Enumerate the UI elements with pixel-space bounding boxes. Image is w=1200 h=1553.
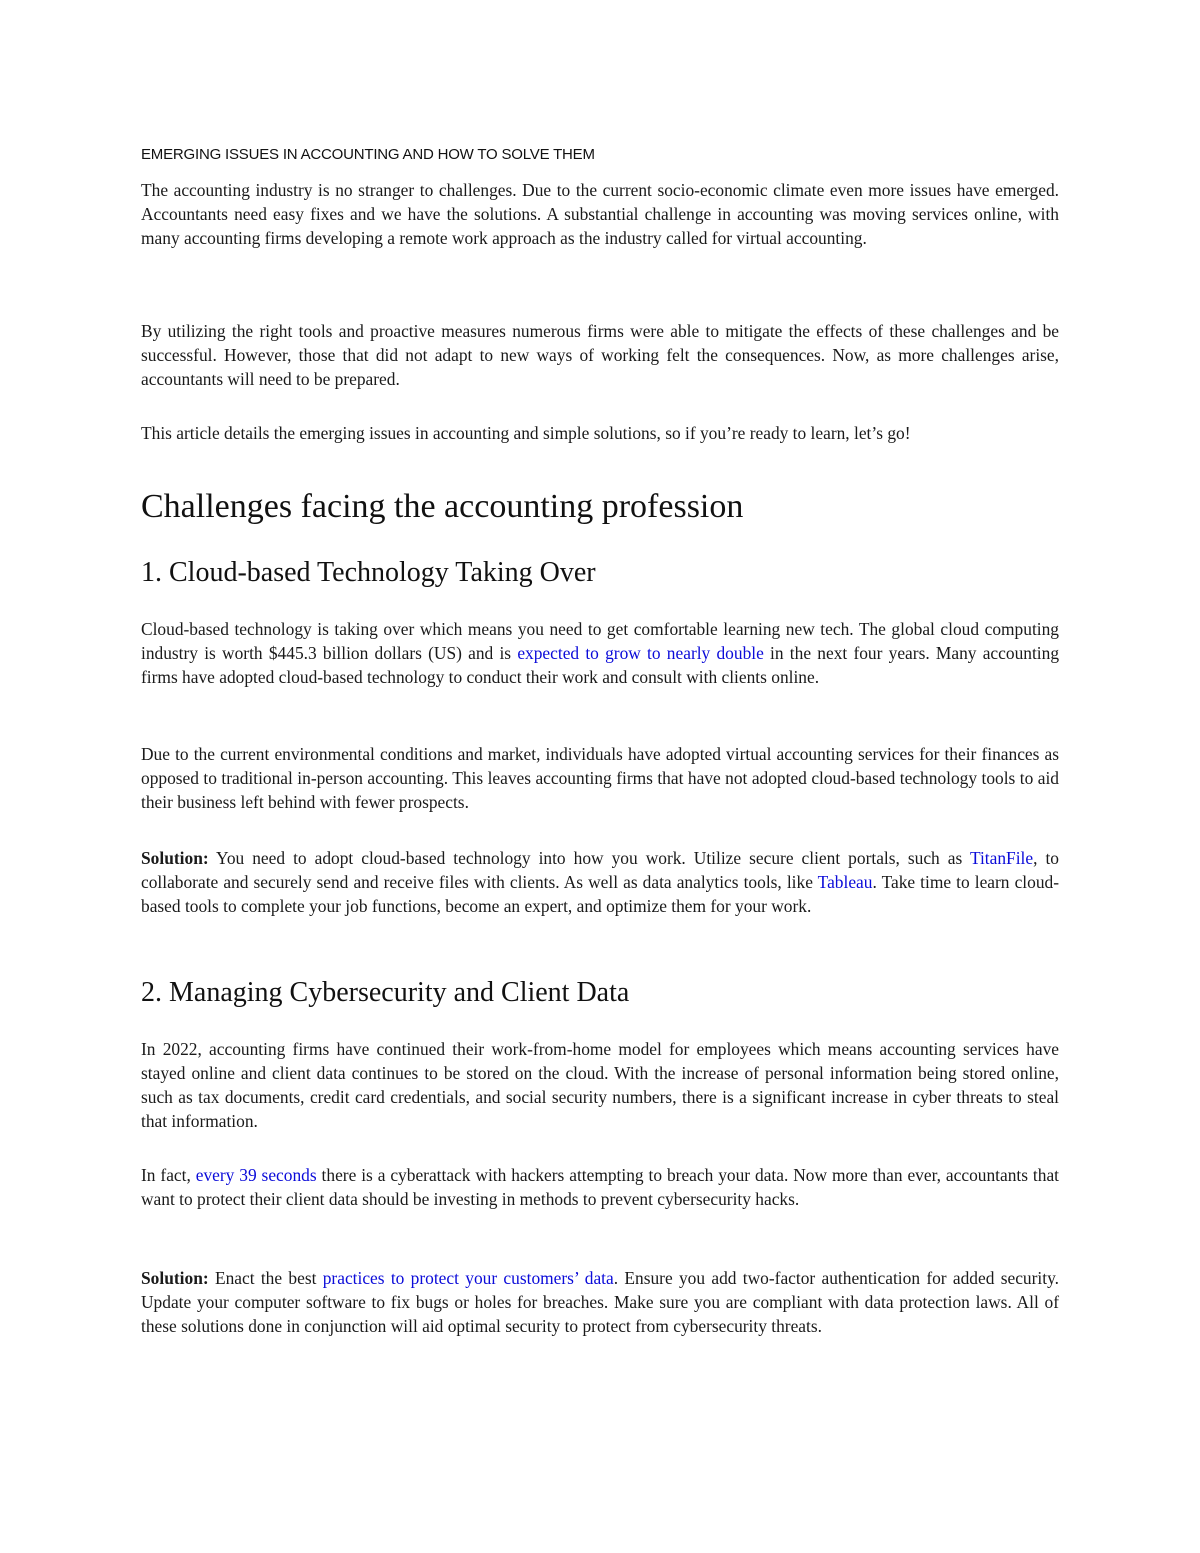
section-1-heading: 1. Cloud-based Technology Taking Over (141, 557, 596, 588)
intro-paragraph-3: This article details the emerging issues in accounting and simple solutions, so if you’re ready to learn, let’s go! (141, 423, 911, 443)
text-run: Cloud-based technology is taking over which means you need to get comfortable learning new tech. The global cloud computing industry is worth $445.3 billion dollars (US) and is (141, 619, 1059, 663)
document-kicker-title: EMERGING ISSUES IN ACCOUNTING AND HOW TO SOLVE THEM (141, 146, 595, 163)
main-heading: Challenges facing the accounting profession (141, 488, 744, 525)
link-titanfile[interactable]: TitanFile (969, 848, 1034, 868)
text-run: there is a cyberattack with hackers attempting to breach your data. Now more than ever, accountants that want to protect their client data should be investing in methods to prevent cybersecurity hacks. (141, 1165, 1060, 1209)
link-expected-to-grow[interactable]: expected to grow to nearly double (517, 643, 764, 663)
intro-paragraph-1: The accounting industry is no stranger to challenges. Due to the current socio-economic climate even more issues have emerged. Accountants need easy fixes and we have the solutions. A substantial challenge in accounting was moving services online, with many accounting firms developing a remote work approach as the industry called for virtual accounting. (141, 180, 1059, 248)
link-practices-to-protect-data[interactable]: practices to protect your customers’ data (322, 1268, 614, 1288)
section-2-paragraph-2 (141, 1163, 1059, 1211)
link-tableau[interactable]: Tableau (817, 872, 873, 892)
section-1-solution (141, 846, 1059, 918)
solution-label: Solution: (141, 848, 209, 868)
solution-label: Solution: (141, 1268, 209, 1288)
text-run: In fact, (141, 1165, 196, 1185)
section-2-heading: 2. Managing Cybersecurity and Client Data (141, 977, 630, 1008)
section-1-paragraph-2: Due to the current environmental conditions and market, individuals have adopted virtual accounting services for their finances as opposed to traditional in-person accounting. This leaves accounting firms that have not adopted cloud-based technology tools to aid their business left behind with fewer prospects. (141, 744, 1059, 812)
text-run: You need to adopt cloud-based technology into how you work. Utilize secure client portals, such as (208, 848, 970, 868)
section-2-solution (141, 1266, 1059, 1338)
text-run: in the next four years. Many accounting firms have adopted cloud-based technology to conduct their work and consult with clients online. (141, 643, 1060, 687)
text-run: Enact the best (208, 1268, 323, 1288)
intro-paragraph-2: By utilizing the right tools and proactive measures numerous firms were able to mitigate the effects of these challenges and be successful. However, those that did not adapt to new ways of working felt the consequences. Now, as more challenges arise, accountants will need to be prepared. (141, 321, 1059, 389)
section-2-paragraph-1: In 2022, accounting firms have continued their work-from-home model for employees which means accounting services have stayed online and client data continues to be stored on the cloud. With the increase of personal information being stored online, such as tax documents, credit card credentials, and social security numbers, there is a significant increase in cyber threats to steal that information. (141, 1039, 1059, 1131)
text-run: . Take time to learn cloud-based tools to complete your job functions, become an expert, and optimize them for your work. (141, 872, 1060, 916)
text-run: . Ensure you add two-factor authentication for added security. Update your computer software to fix bugs or holes for breaches. Make sure you are compliant with data protection laws. All of these solutions done in conjunction will aid optimal security to protect from cybersecurity threats. (141, 1268, 1059, 1336)
section-1-paragraph-1 (141, 617, 1059, 689)
link-every-39-seconds[interactable]: every 39 seconds (195, 1165, 317, 1185)
text-run: , to collaborate and securely send and receive files with clients. As well as data analytics tools, like (141, 848, 1059, 892)
